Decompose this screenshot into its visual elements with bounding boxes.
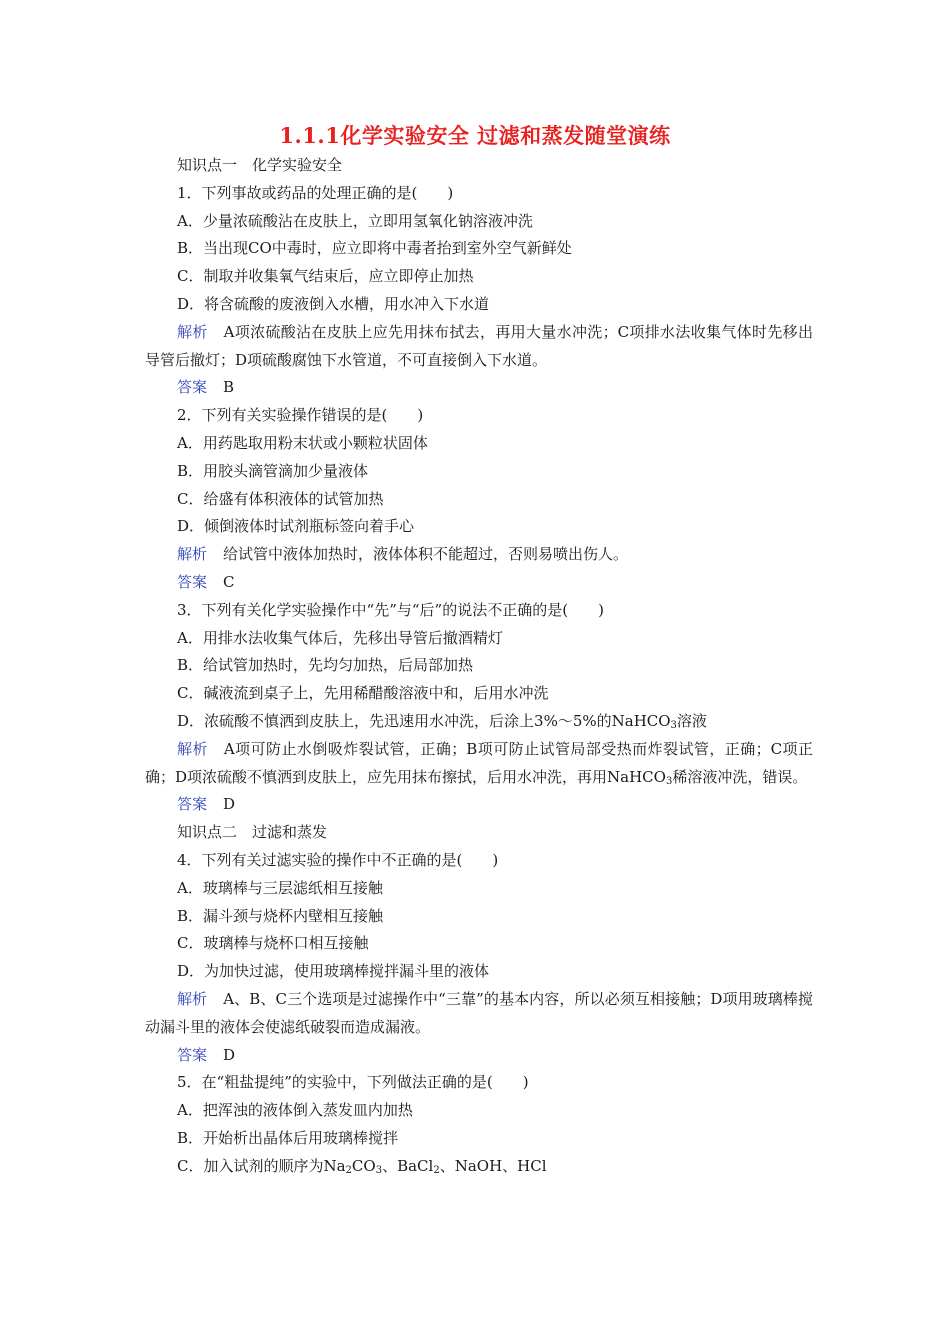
- q3-option-c: C．碱液流到桌子上，先用稀醋酸溶液中和，后用水冲洗: [177, 684, 549, 703]
- q1-answer: [145, 374, 813, 402]
- q3-stem: 3．下列有关化学实验操作中“先”与“后”的说法不正确的是( ): [177, 600, 604, 619]
- q3-answer: [145, 791, 813, 819]
- q4-stem: 4．下列有关过滤实验的操作中不正确的是( ): [177, 850, 499, 869]
- q3-option-a: A．用排水法收集气体后，先移出导管后撤酒精灯: [177, 628, 503, 647]
- q5-stem: 5．在“粗盐提纯”的实验中，下列做法正确的是( ): [177, 1073, 529, 1092]
- q3-analysis: 解析 A项可防止水倒吸炸裂试管，正确；B项可防止试管局部受热而炸裂试管，正确；C项正确；D项浓硫酸不慎洒到皮肤上，应先用抹布擦拭，后用水冲洗，再用NaHCO$_3$稀溶液冲洗，错误。: [145, 739, 813, 787]
- analysis-label: 解析: [177, 989, 208, 1008]
- q4-option-d: D．为加快过滤，使用玻璃棒搅拌漏斗里的液体: [177, 962, 490, 981]
- document-body: [145, 152, 813, 1180]
- q1-answer-value: B: [223, 378, 235, 397]
- answer-label: 答案: [177, 572, 208, 591]
- q4-answer-value: D: [223, 1045, 236, 1064]
- page-title: 1.1.1化学实验安全 过滤和蒸发随堂演练: [279, 123, 671, 148]
- section-heading-2: 知识点二 过滤和蒸发: [177, 823, 328, 842]
- q3-option-b: B．给试管加热时，先均匀加热，后局部加热: [177, 656, 474, 675]
- q1-analysis-text: A项浓硫酸沾在皮肤上应先用抹布拭去，再用大量水冲洗；C项排水法收集气体时先移出导管后撤灯；D项硫酸腐蚀下水管道，不可直接倒入下水道。: [145, 322, 813, 369]
- q5-option-a: A．把浑浊的液体倒入蒸发皿内加热: [177, 1101, 413, 1120]
- q4-analysis-text: A、B、C三个选项是过滤操作中“三靠”的基本内容，所以必须互相接触；D项用玻璃棒搅动漏斗里的液体会使滤纸破裂而造成漏液。: [145, 989, 813, 1036]
- q4-answer: [145, 1042, 813, 1070]
- q2-option-c: C．给盛有体积液体的试管加热: [177, 489, 384, 508]
- q2-analysis-text: 给试管中液体加热时，液体体积不能超过，否则易喷出伤人。: [223, 545, 629, 564]
- analysis-label: 解析: [177, 322, 208, 341]
- q2-answer: [145, 569, 813, 597]
- q2-option-d: D．倾倒液体时试剂瓶标签向着手心: [177, 517, 415, 536]
- answer-label: 答案: [177, 1045, 208, 1064]
- q2-analysis: [145, 541, 813, 569]
- q5-option-c: C．加入试剂的顺序为$Na_2CO_3$、BaCl$_2$、NaOH、HCl: [177, 1156, 547, 1176]
- q2-stem: 2．下列有关实验操作错误的是( ): [177, 406, 424, 425]
- q3-option-d: D．浓硫酸不慎洒到皮肤上，先迅速用水冲洗，后涂上3%～5%的NaHCO$_3$溶液: [177, 711, 707, 731]
- q1-option-a: A．少量浓硫酸沾在皮肤上，立即用氢氧化钠溶液冲洗: [177, 211, 533, 230]
- q1-option-c: C．制取并收集氧气结束后，应立即停止加热: [177, 267, 474, 286]
- q4-option-a: A．玻璃棒与三层滤纸相互接触: [177, 878, 383, 897]
- q4-analysis: [145, 986, 813, 1042]
- q1-option-d: D．将含硫酸的废液倒入水槽，用水冲入下水道: [177, 294, 490, 313]
- answer-label: 答案: [177, 795, 208, 814]
- q4-option-b: B．漏斗颈与烧杯内壁相互接触: [177, 906, 384, 925]
- q3-answer-value: D: [223, 795, 236, 814]
- q2-option-a: A．用药匙取用粉末状或小颗粒状固体: [177, 433, 428, 452]
- answer-label: 答案: [177, 378, 208, 397]
- q4-option-c: C．玻璃棒与烧杯口相互接触: [177, 934, 369, 953]
- q1-option-b: B．当出现CO中毒时，应立即将中毒者抬到室外空气新鲜处: [177, 239, 572, 258]
- q5-option-b: B．开始析出晶体后用玻璃棒搅拌: [177, 1128, 399, 1147]
- q1-analysis: [145, 319, 813, 375]
- section-heading-1: 知识点一 化学实验安全: [177, 156, 343, 174]
- q1-stem: 1．下列事故或药品的处理正确的是( ): [177, 183, 454, 202]
- analysis-label: 解析: [177, 739, 208, 758]
- q2-option-b: B．用胶头滴管滴加少量液体: [177, 461, 369, 480]
- q2-answer-value: C: [223, 572, 235, 591]
- analysis-label: 解析: [177, 545, 208, 564]
